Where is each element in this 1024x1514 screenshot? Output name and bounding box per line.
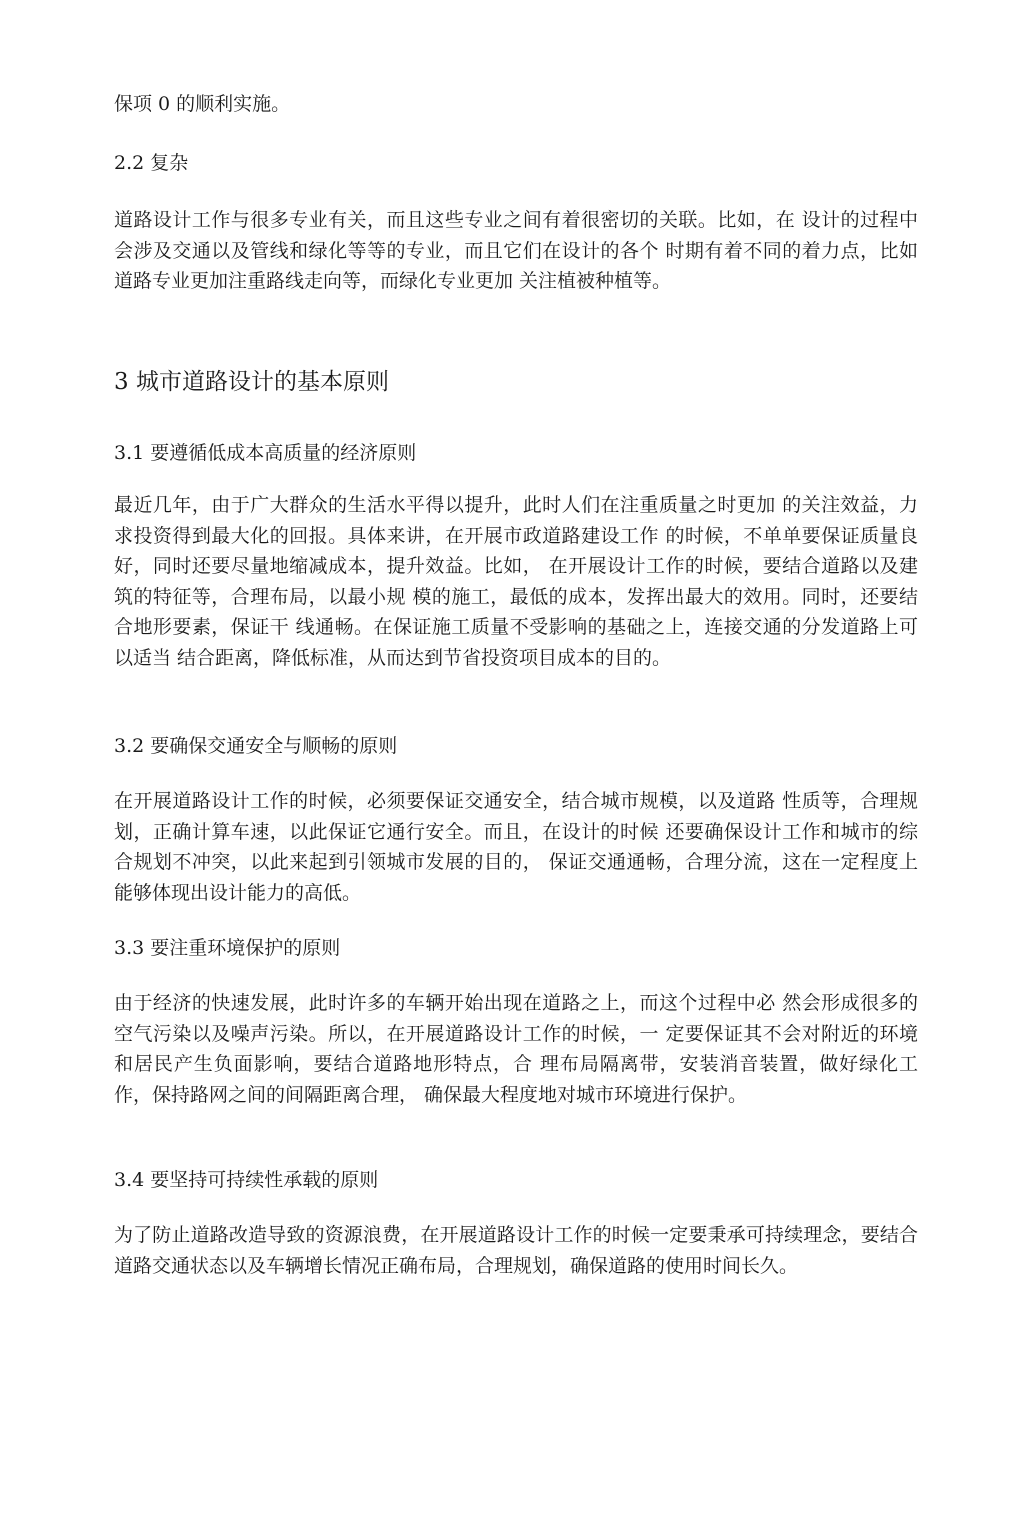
section-3-2-heading: 3.2 要确保交通安全与顺畅的原则 [114, 735, 398, 757]
section-3-2-paragraph: 在开展道路设计工作的时候，必须要保证交通安全，结合城市规模，以及道路 性质等，合理规划，正确计算车速，以此保证它通行安全。而且，在设计的时候 还要确保设计工作和城市的综合规划不冲突，以此来起到引领城市发展的目的， 保证交通通畅，合理分流，这在一定程度上能够体现出设计能力的高低。 [114, 790, 918, 904]
section-3-1-paragraph: 最近几年，由于广大群众的生活水平得以提升，此时人们在注重质量之时更加 的关注效益，力求投资得到最大化的回报。具体来讲，在开展市政道路建设工作 的时候，不单单要保证质量良好，同时还要尽量地缩减成本，提升效益。比如， 在开展设计工作的时候，要结合道路以及建筑的特征等，合理布局，以最小规 模的施工，最低的成本，发挥出最大的效用。同时，还要结合地形要素，保证干 线通畅。在保证施工质量不受影响的基础之上，连接交通的分发道路上可以适当 结合距离，降低标准，从而达到节省投资项目成本的目的。 [114, 494, 918, 669]
intro-line: 保项 0 的顺利实施。 [114, 93, 291, 115]
section-3-heading: 3 城市道路设计的基本原则 [114, 369, 389, 395]
section-3-3-heading: 3.3 要注重环境保护的原则 [114, 937, 341, 959]
section-3-4-heading: 3.4 要坚持可持续性承载的原则 [114, 1169, 379, 1191]
section-2-2-heading: 2.2 复杂 [114, 152, 189, 174]
section-3-4-paragraph: 为了防止道路改造导致的资源浪费，在开展道路设计工作的时候一定要秉承可持续理念，要结合道路交通状态以及车辆增长情况正确布局，合理规划，确保道路的使用时间长久。 [114, 1224, 918, 1277]
section-2-2-paragraph: 道路设计工作与很多专业有关，而且这些专业之间有着很密切的关联。比如，在 设计的过程中会涉及交通以及管线和绿化等等的专业，而且它们在设计的各个 时期有着不同的着力点，比如道路专业更加注重路线走向等，而绿化专业更加 关注植被种植等。 [114, 209, 918, 293]
section-3-3-paragraph: 由于经济的快速发展，此时许多的车辆开始出现在道路之上，而这个过程中必 然会形成很多的空气污染以及噪声污染。所以，在开展道路设计工作的时候，一 定要保证其不会对附近的环境和居民产生负面影响，要结合道路地形特点，合 理布局隔离带，安装消音装置，做好绿化工作，保持路网之间的间隔距离合理， 确保最大程度地对城市环境进行保护。 [114, 992, 918, 1106]
section-3-1-heading: 3.1 要遵循低成本高质量的经济原则 [114, 442, 417, 464]
